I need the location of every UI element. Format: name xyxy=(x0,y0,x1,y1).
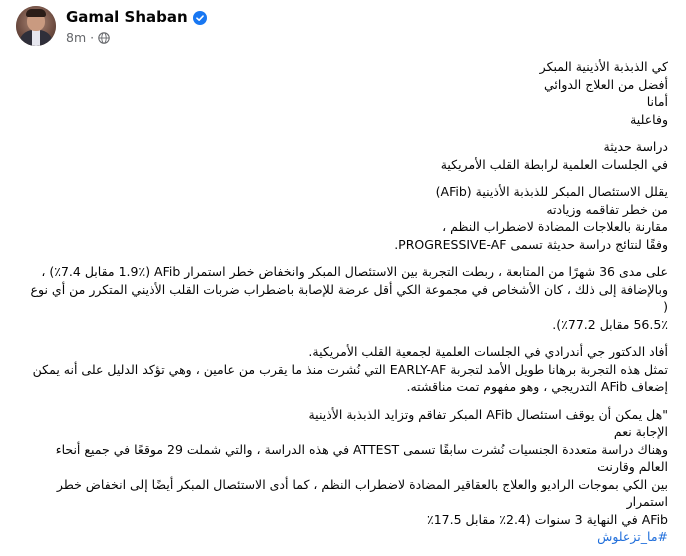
globe-icon[interactable] xyxy=(98,32,110,44)
text-line: أفاد الدكتور جي أندرادي في الجلسات العلمية لجمعية القلب الأمريكية. xyxy=(308,344,668,359)
text-line: أمانا xyxy=(646,94,668,109)
text-line: يقلل الاستئصال المبكر للذبذبة الأذينية (AFib) xyxy=(435,184,668,199)
paragraph-6 xyxy=(28,406,668,546)
author-avatar[interactable] xyxy=(16,6,56,46)
paragraph-5 xyxy=(28,343,668,396)
text-line: "هل يمكن أن يوقف استئصال AFib المبكر تفاقم وتزايد الذبذبة الأذينية xyxy=(308,406,668,422)
text-line: AFib في النهاية 3 سنوات (2.4٪ مقابل 17.5٪ xyxy=(427,511,668,527)
text-line: بين الكي بموجات الراديو والعلاج بالعقاقير المضادة لاضطراب النظم ، كما أدى الاستئصال المبكر أيضًا إلى انخفاض خطر استمرار xyxy=(56,476,668,509)
author-name[interactable]: Gamal Shaban xyxy=(66,8,188,26)
avatar-shirt xyxy=(32,30,40,46)
avatar-hair xyxy=(26,9,46,17)
text-line: وفقًا لنتائج دراسة حديثة تسمى PROGRESSIVE-AF. xyxy=(394,236,668,252)
author-name-row xyxy=(66,8,207,26)
text-line: الإجابة نعم xyxy=(613,424,668,439)
text-line: وهناك دراسة متعددة الجنسيات نُشرت سابقًا تسمى ATTEST في هذه الدراسة ، والتي شملت 29 موقعًا في جميع أنحاء العالم وقارنت xyxy=(55,441,668,474)
text-line: كي الذبذبة الأذينية المبكر xyxy=(539,59,668,74)
text-line: وبالإضافة إلى ذلك ، كان الأشخاص في مجموعة الكي أقل عرضة للإصابة باضطراب ضربات القلب الأذيني المتكرر من أي نوع ( xyxy=(30,281,668,314)
text-line: وفاعلية xyxy=(630,111,668,127)
text-line: 56.5٪ مقابل 77.2٪). xyxy=(552,316,668,332)
paragraph-4 xyxy=(28,263,668,333)
hashtag-link[interactable]: #ما_تزعلوش xyxy=(597,529,668,544)
text-line: من خطر تفاقمه وزيادته xyxy=(546,201,668,217)
post-header xyxy=(16,6,656,46)
text-line: في الجلسات العلمية لرابطة القلب الأمريكية xyxy=(440,156,668,172)
post-text xyxy=(28,58,668,556)
post-meta xyxy=(66,30,110,45)
text-line: مقارنة بالعلاجات المضادة لاضطراب النظم ، xyxy=(442,219,668,234)
text-line: أفضل من العلاج الدوائي xyxy=(544,76,668,92)
verified-badge-icon xyxy=(193,10,207,24)
paragraph-3 xyxy=(28,183,668,253)
text-line: على مدى 36 شهرًا من المتابعة ، ربطت التجربة بين الاستئصال المبكر وانخفاض خطر استمرار AFib (1.9٪ مقابل 7.4٪) ، xyxy=(41,264,668,279)
text-line: تمثل هذه التجربة برهانا طويل الأمد لتجربة EARLY-AF التي نُشرت منذ ما يقرب من عامين ، وهي تؤكد الدليل على أنه يمكن xyxy=(32,361,668,377)
paragraph-2 xyxy=(28,138,668,173)
text-line: إضعاف AFib التدريجي ، وهو مفهوم تمت مناقشته. xyxy=(406,379,668,394)
meta-separator: · xyxy=(90,30,95,45)
paragraph-1 xyxy=(28,58,668,128)
post-time[interactable]: 8m xyxy=(66,30,87,45)
text-line: دراسة حديثة xyxy=(603,139,668,154)
